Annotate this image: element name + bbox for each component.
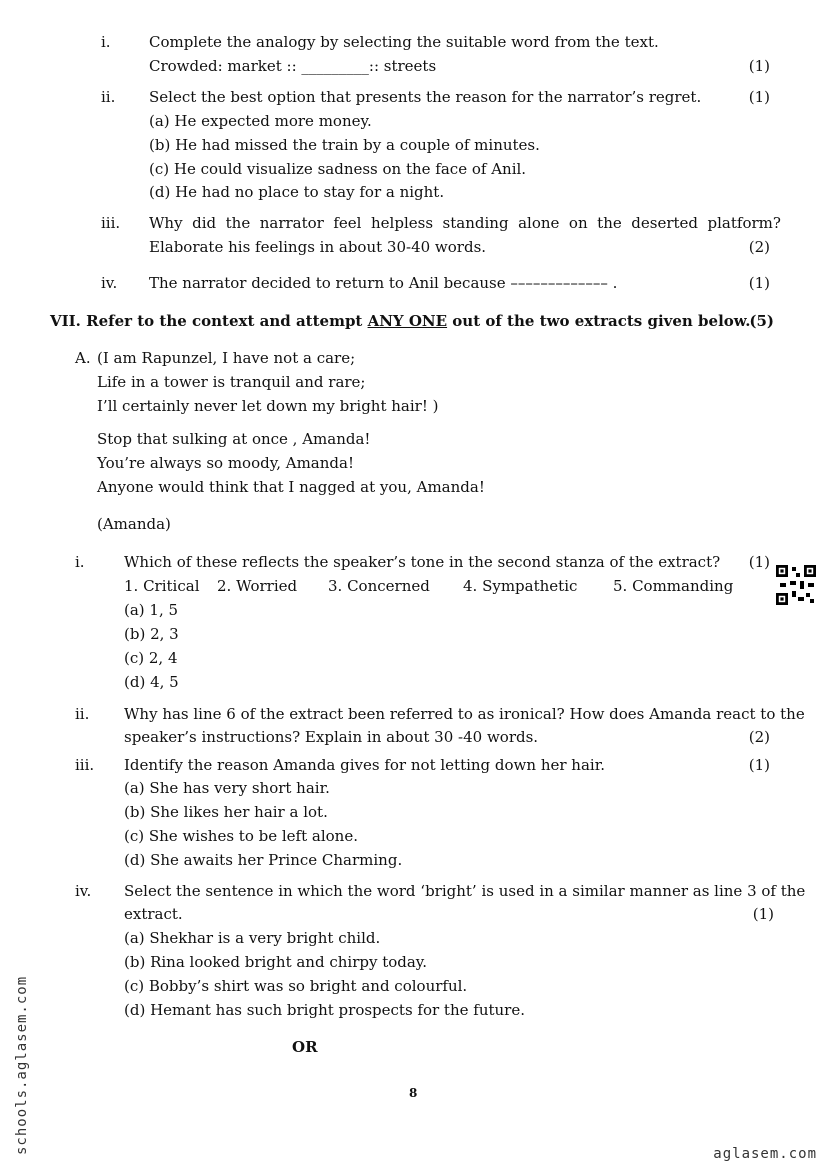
poem-line: I’ll certainly never let down my bright hair! ) <box>97 397 439 415</box>
option: (b) She likes her hair a lot. <box>124 803 328 821</box>
question-number: i. <box>101 33 111 51</box>
option: (a) Shekhar is a very bright child. <box>124 929 381 947</box>
question-text: Complete the analogy by selecting the suitable word from the text. <box>149 33 659 51</box>
option: (c) He could visualize sadness on the face of Anil. <box>149 160 527 178</box>
question-number: iv. <box>75 882 92 900</box>
question-number: ii. <box>101 88 116 106</box>
side-watermark: schools.aglasem.com <box>14 975 30 1155</box>
question-text: Which of these reflects the speaker’s tone in the second stanza of the extract? <box>124 553 721 571</box>
marks: (1) <box>748 57 770 75</box>
poem-source: (Amanda) <box>97 515 171 533</box>
poem-line: Anyone would think that I nagged at you, Amanda! <box>97 478 485 496</box>
extract-label: A. <box>75 349 91 367</box>
heading-text: VII. Refer to the context and attempt <box>50 312 368 330</box>
poem-line: (I am Rapunzel, I have not a care; <box>97 349 356 367</box>
option: (d) She awaits her Prince Charming. <box>124 851 403 869</box>
question-text: Why has line 6 of the extract been referred to as ironical? How does Amanda react to the <box>124 705 805 723</box>
tone-option: 5. Commanding <box>613 577 734 595</box>
question-number: iii. <box>101 214 121 232</box>
watermark-text: aglasem.com <box>713 1146 817 1162</box>
option: (b) 2, 3 <box>124 625 179 643</box>
question-number: iv. <box>101 274 118 292</box>
poem-line: Stop that sulking at once , Amanda! <box>97 430 371 448</box>
option: (a) He expected more money. <box>149 112 372 130</box>
option: (b) Rina looked bright and chirpy today. <box>124 953 428 971</box>
marks: (2) <box>748 238 770 256</box>
tone-option: 4. Sympathetic <box>463 577 578 595</box>
page-number: 8 <box>409 1086 418 1100</box>
section-heading <box>50 312 750 330</box>
question-text: Crowded: market :: _________:: streets <box>149 57 437 75</box>
option: (d) He had no place to stay for a night. <box>149 183 445 201</box>
poem-line: Life in a tower is tranquil and rare; <box>97 373 366 391</box>
option: (d) 4, 5 <box>124 673 179 691</box>
option: (a) 1, 5 <box>124 601 179 619</box>
marks: (1) <box>748 553 770 571</box>
heading-emphasis: ANY ONE <box>367 312 448 330</box>
tone-option: 3. Concerned <box>328 577 430 595</box>
marks: (1) <box>748 88 770 106</box>
question-text: Elaborate his feelings in about 30-40 words. <box>149 238 487 256</box>
marks: (1) <box>748 274 770 292</box>
question-text: Why did the narrator feel helpless standing alone on the deserted platform? <box>149 214 781 232</box>
marks: (1) <box>748 756 770 774</box>
tone-option: 1. Critical <box>124 577 200 595</box>
option: (a) She has very short hair. <box>124 779 330 797</box>
question-text: extract. <box>124 905 183 923</box>
question-number: iii. <box>75 756 95 774</box>
question-text: The narrator decided to return to Anil because ––––––––––––– . <box>149 274 618 292</box>
poem-line: You’re always so moody, Amanda! <box>97 454 354 472</box>
option: (c) Bobby’s shirt was so bright and colourful. <box>124 977 468 995</box>
option: (d) Hemant has such bright prospects for the future. <box>124 1001 525 1019</box>
marks: (1) <box>752 905 774 923</box>
marks: (2) <box>748 728 770 746</box>
question-number: ii. <box>75 705 90 723</box>
question-text: speaker’s instructions? Explain in about 30 -40 words. <box>124 728 539 746</box>
option: (c) She wishes to be left alone. <box>124 827 358 845</box>
question-text: Select the best option that presents the reason for the narrator’s regret. <box>149 88 702 106</box>
tone-option: 2. Worried <box>217 577 298 595</box>
question-number: i. <box>75 553 85 571</box>
question-text: Identify the reason Amanda gives for not letting down her hair. <box>124 756 605 774</box>
question-text: Select the sentence in which the word ‘bright’ is used in a similar manner as line 3 of the <box>124 882 806 900</box>
or-divider: OR <box>292 1038 318 1056</box>
heading-text: out of the two extracts given below. <box>447 312 751 330</box>
qr-code-icon <box>776 565 816 605</box>
option: (c) 2, 4 <box>124 649 178 667</box>
section-marks: (5) <box>749 312 774 330</box>
option: (b) He had missed the train by a couple of minutes. <box>149 136 540 154</box>
